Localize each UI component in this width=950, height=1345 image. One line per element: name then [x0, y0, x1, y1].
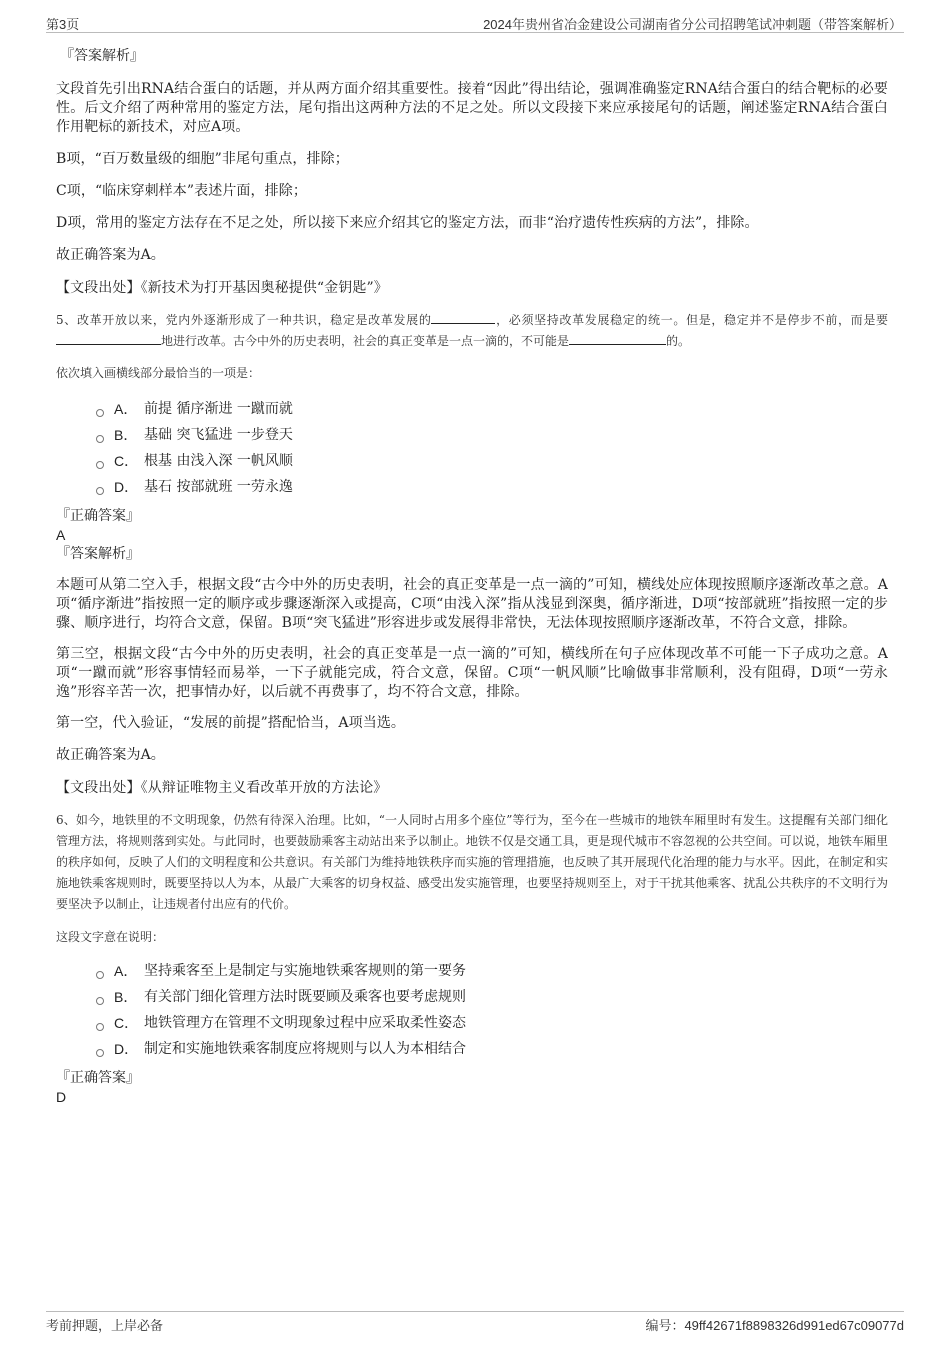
- correct-answer: D: [56, 1089, 67, 1105]
- stem-text: 5、改革开放以来，党内外逐渐形成了一种共识，稳定是改革发展的: [56, 313, 432, 327]
- analysis-conclusion: 故正确答案为A。: [56, 247, 165, 263]
- analysis-paragraph: B项，“百万数量级的细胞”非尾句重点，排除；: [56, 151, 349, 167]
- option-c[interactable]: C． 地铁管理方在管理不文明现象过程中应采取柔性姿态: [96, 1010, 888, 1036]
- analysis-paragraph: 文段首先引出RNA结合蛋白的话题，并从两方面介绍其重要性。接着“因此”得出结论，强调准确鉴定RNA结合蛋白的结合靶标的必要性。后文介绍了两种常用的鉴定方法，尾句指出这两种方法的不足之处。所以文段接下来应承接尾句的话题，阐述鉴定RNA结合蛋白作用靶标的新技术，对应A项。: [56, 81, 888, 135]
- footer-slogan: 考前押题，上岸必备: [46, 1318, 164, 1333]
- page-number: 第3页: [46, 17, 80, 32]
- document-title: 2024年贵州省冶金建设公司湖南省分公司招聘笔试冲刺题（带答案解析）: [483, 17, 902, 32]
- correct-answer-label: 『正确答案』: [56, 1070, 140, 1086]
- document-id: 编号：49ff42671f8898326d991ed67c09077d: [645, 1318, 904, 1333]
- analysis-conclusion: 故正确答案为A。: [56, 747, 165, 763]
- option-a[interactable]: A． 坚持乘客至上是制定与实施地铁乘客规则的第一要务: [96, 958, 888, 984]
- page-footer: [46, 1311, 904, 1334]
- analysis-paragraph: 第一空，代入验证，“发展的前提”搭配恰当，A项当选。: [56, 715, 406, 731]
- question-prompt: 这段文字意在说明：: [56, 930, 165, 944]
- analysis-paragraph: C项，“临床穿刺样本”表述片面，排除；: [56, 183, 307, 199]
- radio-icon[interactable]: [96, 997, 104, 1005]
- option-c[interactable]: C． 根基 由浅入深 一帆风顺: [96, 448, 888, 474]
- radio-icon[interactable]: [96, 435, 104, 443]
- source-citation: 【文段出处】《从辩证唯物主义看改革开放的方法论》: [56, 780, 388, 796]
- page-content: [56, 46, 888, 1106]
- option-d[interactable]: D． 基石 按部就班 一劳永逸: [96, 474, 888, 500]
- options-list: [96, 396, 888, 500]
- page-header: [46, 12, 904, 33]
- radio-icon[interactable]: [96, 1023, 104, 1031]
- analysis-paragraph: 本题可从第二空入手，根据文段“古今中外的历史表明，社会的真正变革是一点一滴的”可知，横线处应体现按照顺序逐渐改革之意。A项“循序渐进”指按照一定的顺序或步骤逐渐深入或提高，C项“由浅入深”指从浅显到深奥，循序渐进，D项“按部就班”指按照一定的步骤、顺序进行，均符合文意，保留。B项“突飞猛进”形容进步或发展得非常快，无法体现按照顺序逐渐改革，不符合文意，排除。: [56, 577, 888, 631]
- options-list: [96, 958, 888, 1062]
- stem-text: 的。: [666, 334, 691, 348]
- option-a[interactable]: A． 前提 循序渐进 一蹴而就: [96, 396, 888, 422]
- question-prompt: 依次填入画横线部分最恰当的一项是：: [56, 366, 261, 380]
- option-b[interactable]: B． 有关部门细化管理方法时既要顾及乘客也要考虑规则: [96, 984, 888, 1010]
- option-b[interactable]: B． 基础 突飞猛进 一步登天: [96, 422, 888, 448]
- fill-blank: [431, 311, 495, 324]
- fill-blank: [569, 332, 666, 345]
- correct-answer: A: [56, 527, 66, 543]
- radio-icon[interactable]: [96, 461, 104, 469]
- analysis-label: 『答案解析』: [60, 48, 144, 64]
- radio-icon[interactable]: [96, 1049, 104, 1057]
- analysis-paragraph: 第三空，根据文段“古今中外的历史表明，社会的真正变革是一点一滴的”可知，横线所在句子应体现改革不可能一下子成功之意。A项“一蹴而就”形容事情轻而易举，一下子就能完成，符合文意，保留。C项“一帆风顺”比喻做事非常顺利，没有阻碍，D项“一劳永逸”形容辛苦一次，把事情办好，以后就不再费事了，均不符合文意，排除。: [56, 646, 888, 700]
- radio-icon[interactable]: [96, 971, 104, 979]
- question-stem: 6、如今，地铁里的不文明现象，仍然有待深入治理。比如，“一人同时占用多个座位”等行为，至今在一些城市的地铁车厢里时有发生。这提醒有关部门细化管理方法，将规则落到实处。与此同时，也要鼓励乘客主动站出来予以制止。地铁不仅是交通工具，更是现代城市不容忽视的公共空间。可以说，地铁车厢里的秩序如何，反映了人们的文明程度和公共意识。有关部门为维持地铁秩序而实施的管理措施，也反映了其开展现代化治理的能力与水平。因此，在制定和实施地铁乘客规则时，既要坚持以人为本，从最广大乘客的切身权益、感受出发实施管理，也要坚持规则至上，对于干扰其他乘客、扰乱公共秩序的不文明行为要坚决予以制止，让违规者付出应有的代价。: [56, 813, 888, 911]
- analysis-label: 『答案解析』: [56, 546, 140, 562]
- source-citation: 【文段出处】《新技术为打开基因奥秘提供“金钥匙”》: [56, 280, 388, 296]
- question-stem: [56, 310, 888, 352]
- radio-icon[interactable]: [96, 409, 104, 417]
- stem-text: 地进行改革。古今中外的历史表明，社会的真正变革是一点一滴的，不可能是: [161, 334, 570, 348]
- radio-icon[interactable]: [96, 487, 104, 495]
- correct-answer-label: 『正确答案』: [56, 508, 140, 524]
- option-d[interactable]: D． 制定和实施地铁乘客制度应将规则与以人为本相结合: [96, 1036, 888, 1062]
- fill-blank: [56, 332, 161, 345]
- analysis-paragraph: D项，常用的鉴定方法存在不足之处，所以接下来应介绍其它的鉴定方法，而非“治疗遗传性疾病的方法”，排除。: [56, 215, 759, 231]
- stem-text: ，必须坚持改革发展稳定的统一。但是，稳定并不是停步不前，而是要: [495, 313, 888, 327]
